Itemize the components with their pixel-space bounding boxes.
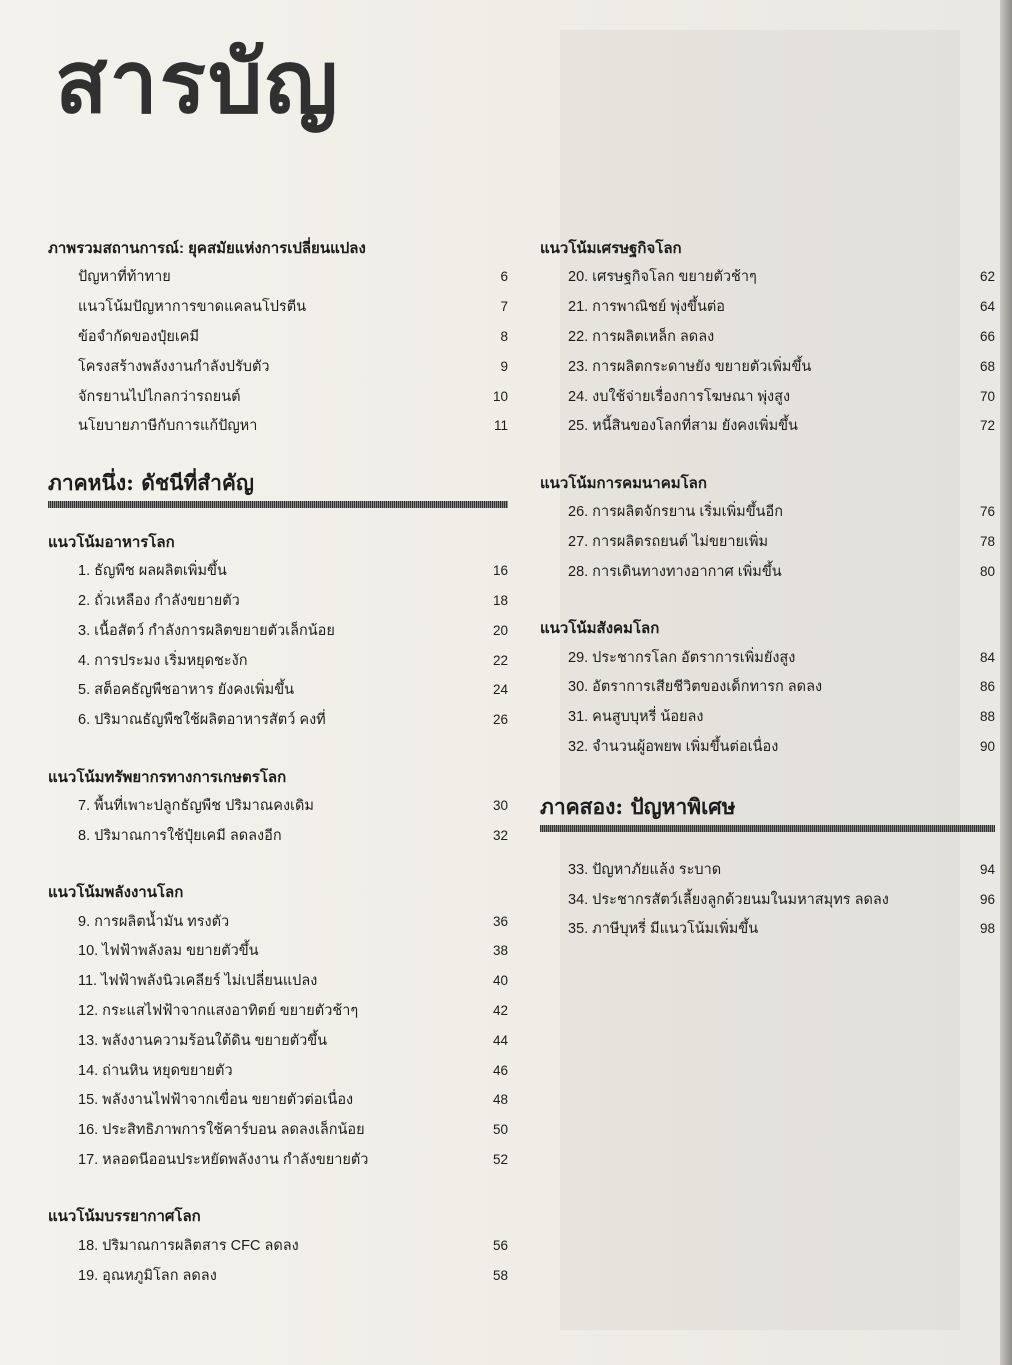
entry-label: 13. พลังงานความร้อนใต้ดิน ขยายตัวขึ้น — [78, 1032, 328, 1049]
entry-label: 26. การผลิตจักรยาน เริ่มเพิ่มขึ้นอีก — [568, 504, 784, 521]
entry-page: 7 — [500, 299, 508, 315]
toc-entry — [48, 351, 508, 381]
entry-page: 16 — [492, 563, 508, 579]
spacer — [48, 735, 508, 765]
entry-label: 35. ภาษีบุหรี่ มีแนวโน้มเพิ่มขึ้น — [568, 921, 759, 938]
spacer — [48, 441, 508, 467]
entry-page: 80 — [979, 563, 995, 579]
toc-list-economy — [540, 262, 995, 441]
entry-page: 6 — [500, 269, 508, 285]
entry-page: 40 — [492, 973, 508, 989]
entry-label: 29. ประชากรโลก อัตราการเพิ่มยังสูง — [568, 649, 796, 666]
toc-entry — [540, 732, 995, 762]
entry-page: 46 — [492, 1062, 508, 1078]
entry-page: 20 — [492, 622, 508, 638]
entry-label: 14. ถ่านหิน หยุดขยายตัว — [78, 1062, 233, 1079]
entry-label: โครงสร้างพลังงานกำลังปรับตัว — [78, 358, 270, 375]
entry-label: 18. ปริมาณการผลิตสาร CFC ลดลง — [78, 1237, 299, 1254]
entry-page: 32 — [492, 827, 508, 843]
entry-page: 36 — [492, 913, 508, 929]
toc-list-transport — [540, 497, 995, 586]
entry-page: 11 — [493, 418, 508, 434]
toc-entry — [48, 906, 508, 936]
section-heading-social: แนวโน้มสังคมโลก — [540, 620, 660, 638]
entry-label: ข้อจำกัดของปุ๋ยเคมี — [78, 328, 200, 345]
section-heading-agriculture: แนวโน้มทรัพยากรทางการเกษตรโลก — [48, 768, 287, 786]
entry-page: 8 — [500, 328, 508, 344]
toc-entry — [48, 292, 508, 322]
toc-entry — [48, 645, 508, 675]
entry-label: 34. ประชากรสัตว์เลี้ยงลูกด้วยนมในมหาสมุทร ลดลง — [568, 891, 889, 908]
toc-entry — [540, 262, 995, 292]
toc-entry — [48, 1085, 508, 1115]
entry-label: 30. อัตราการเสียชีวิตของเด็กทารก ลดลง — [568, 679, 823, 696]
toc-list-atmosphere — [48, 1230, 508, 1290]
toc-entry — [540, 884, 995, 914]
spacer — [48, 1174, 508, 1204]
entry-label: แนวโน้มปัญหาการขาดแคลนโปรตีน — [78, 299, 307, 316]
toc-entry — [540, 642, 995, 672]
entry-label: นโยบายภาษีกับการแก้ปัญหา — [78, 418, 258, 435]
entry-label: 2. ถั่วเหลือง กำลังขยายตัว — [78, 592, 240, 609]
part-one-rule — [48, 501, 508, 508]
spacer — [48, 850, 508, 880]
toc-list-food — [48, 556, 508, 735]
toc-entry — [48, 791, 508, 821]
spacer — [540, 441, 995, 471]
entry-label: 5. สต็อคธัญพืชอาหาร ยังคงเพิ่มขึ้น — [78, 682, 295, 699]
entry-label: 8. ปริมาณการใช้ปุ๋ยเคมี ลดลงอีก — [78, 827, 282, 844]
toc-left-column — [48, 236, 508, 1290]
toc-entry — [48, 586, 508, 616]
entry-label: 27. การผลิตรถยนต์ ไม่ขยายเพิ่ม — [568, 533, 769, 550]
entry-page: 48 — [492, 1092, 508, 1108]
entry-page: 52 — [492, 1151, 508, 1167]
toc-list-overview — [48, 262, 508, 441]
entry-page: 22 — [492, 652, 508, 668]
entry-label: 6. ปริมาณธัญพืชใช้ผลิตอาหารสัตว์ คงที่ — [78, 712, 326, 729]
toc-entry — [48, 615, 508, 645]
toc-entry — [540, 672, 995, 702]
toc-entry — [48, 556, 508, 586]
entry-label: 4. การประมง เริ่มหยุดชะงัก — [78, 652, 248, 669]
entry-page: 50 — [492, 1122, 508, 1138]
toc-entry — [48, 996, 508, 1026]
entry-page: 84 — [979, 649, 995, 665]
entry-page: 76 — [979, 504, 995, 520]
toc-entry — [540, 556, 995, 586]
section-heading-food: แนวโน้มอาหารโลก — [48, 533, 175, 551]
entry-page: 58 — [492, 1267, 508, 1283]
entry-page: 44 — [492, 1032, 508, 1048]
entry-label: 23. การผลิตกระดาษยัง ขยายตัวเพิ่มขึ้น — [568, 358, 812, 375]
toc-entry — [48, 1025, 508, 1055]
entry-page: 18 — [492, 592, 508, 608]
entry-label: ปัญหาที่ท้าทาย — [78, 269, 171, 286]
spacer — [48, 508, 508, 530]
entry-page: 24 — [492, 682, 508, 698]
toc-entry — [48, 1115, 508, 1145]
section-heading-atmosphere: แนวโน้มบรรยากาศโลก — [48, 1208, 201, 1226]
part-two-heading: ภาคสอง: ปัญหาพิเศษ — [540, 794, 736, 820]
entry-label: 10. ไฟฟ้าพลังลม ขยายตัวขึ้น — [78, 943, 259, 960]
entry-label: 11. ไฟฟ้าพลังนิวเคลียร์ ไม่เปลี่ยนแปลง — [78, 973, 318, 990]
entry-page: 66 — [979, 328, 995, 344]
entry-label: 24. งบใช้จ่ายเรื่องการโฆษณา พุ่งสูง — [568, 388, 791, 405]
entry-label: 16. ประสิทธิภาพการใช้คาร์บอน ลดลงเล็กน้อย — [78, 1122, 365, 1139]
toc-entry — [48, 1145, 508, 1175]
entry-page: 88 — [979, 709, 995, 725]
entry-label: 17. หลอดนีออนประหยัดพลังงาน กำลังขยายตัว — [78, 1151, 369, 1168]
entry-page: 38 — [492, 943, 508, 959]
toc-entry — [540, 702, 995, 732]
entry-label: 15. พลังงานไฟฟ้าจากเขื่อน ขยายตัวต่อเนื่อง — [78, 1092, 354, 1109]
toc-entry — [540, 527, 995, 557]
entry-page: 64 — [979, 299, 995, 315]
toc-entry — [540, 854, 995, 884]
toc-entry — [48, 705, 508, 735]
toc-right-column — [540, 236, 995, 944]
toc-entry — [48, 936, 508, 966]
entry-label: 33. ปัญหาภัยแล้ง ระบาด — [568, 861, 722, 878]
entry-label: 20. เศรษฐกิจโลก ขยายตัวช้าๆ — [568, 269, 757, 286]
section-heading-transport: แนวโน้มการคมนาคมโลก — [540, 474, 707, 492]
entry-label: 28. การเดินทางทางอากาศ เพิ่มขึ้น — [568, 563, 782, 580]
entry-label: 9. การผลิตน้ำมัน ทรงตัว — [78, 913, 230, 930]
entry-label: 32. จำนวนผู้อพยพ เพิ่มขึ้นต่อเนื่อง — [568, 738, 779, 755]
entry-label: 1. ธัญพืช ผลผลิตเพิ่มขึ้น — [78, 563, 227, 580]
toc-list-social — [540, 642, 995, 761]
part-one-heading: ภาคหนึ่ง: ดัชนีที่สำคัญ — [48, 469, 254, 495]
entry-page: 62 — [979, 269, 995, 285]
entry-label: 22. การผลิตเหล็ก ลดลง — [568, 328, 715, 345]
toc-entry — [540, 411, 995, 441]
section-heading-overview: ภาพรวมสถานการณ์: ยุคสมัยแห่งการเปลี่ยนแปลง — [48, 240, 366, 257]
page-gutter — [1000, 0, 1012, 1365]
spacer — [540, 761, 995, 791]
entry-page: 68 — [979, 358, 995, 374]
toc-entry — [540, 914, 995, 944]
toc-entry — [48, 820, 508, 850]
entry-page: 94 — [979, 861, 995, 877]
entry-page: 98 — [979, 921, 995, 937]
toc-entry — [48, 322, 508, 352]
entry-page: 70 — [979, 388, 995, 404]
toc-entry — [540, 322, 995, 352]
page-title: สารบัญ — [55, 32, 340, 133]
toc-entry — [48, 381, 508, 411]
entry-page: 90 — [979, 738, 995, 754]
spacer — [540, 832, 995, 854]
entry-label: 25. หนี้สินของโลกที่สาม ยังคงเพิ่มขึ้น — [568, 418, 798, 435]
entry-label: 19. อุณหภูมิโลก ลดลง — [78, 1267, 217, 1284]
entry-label: 21. การพาณิชย์ พุ่งขึ้นต่อ — [568, 299, 726, 316]
entry-page: 10 — [492, 388, 508, 404]
toc-entry — [540, 292, 995, 322]
toc-list-energy — [48, 906, 508, 1174]
toc-entry — [540, 381, 995, 411]
toc-entry — [48, 675, 508, 705]
part-two-rule — [540, 825, 995, 832]
entry-label: 7. พื้นที่เพาะปลูกธัญพืช ปริมาณคงเดิม — [78, 797, 314, 814]
entry-label: 12. กระแสไฟฟ้าจากแสงอาทิตย์ ขยายตัวช้าๆ — [78, 1002, 359, 1019]
entry-page: 86 — [979, 679, 995, 695]
section-heading-economy: แนวโน้มเศรษฐกิจโลก — [540, 240, 682, 257]
entry-label: จักรยานไปไกลกว่ารถยนต์ — [78, 388, 241, 405]
entry-page: 26 — [492, 712, 508, 728]
toc-entry — [48, 966, 508, 996]
entry-page: 96 — [979, 891, 995, 907]
entry-page: 56 — [492, 1237, 508, 1253]
entry-page: 30 — [492, 797, 508, 813]
spacer — [540, 586, 995, 616]
toc-entry — [48, 1055, 508, 1085]
section-heading-energy: แนวโน้มพลังงานโลก — [48, 884, 184, 902]
toc-list-special — [540, 854, 995, 943]
entry-page: 72 — [979, 418, 995, 434]
toc-entry — [540, 351, 995, 381]
entry-label: 3. เนื้อสัตว์ กำลังการผลิตขยายตัวเล็กน้อย — [78, 622, 335, 639]
entry-label: 31. คนสูบบุหรี่ น้อยลง — [568, 709, 704, 726]
toc-list-agriculture — [48, 791, 508, 851]
toc-entry — [48, 411, 508, 441]
toc-entry — [48, 262, 508, 292]
entry-page: 78 — [979, 533, 995, 549]
toc-entry — [540, 497, 995, 527]
toc-entry — [48, 1230, 508, 1260]
entry-page: 9 — [500, 358, 508, 374]
entry-page: 42 — [492, 1002, 508, 1018]
toc-entry — [48, 1260, 508, 1290]
